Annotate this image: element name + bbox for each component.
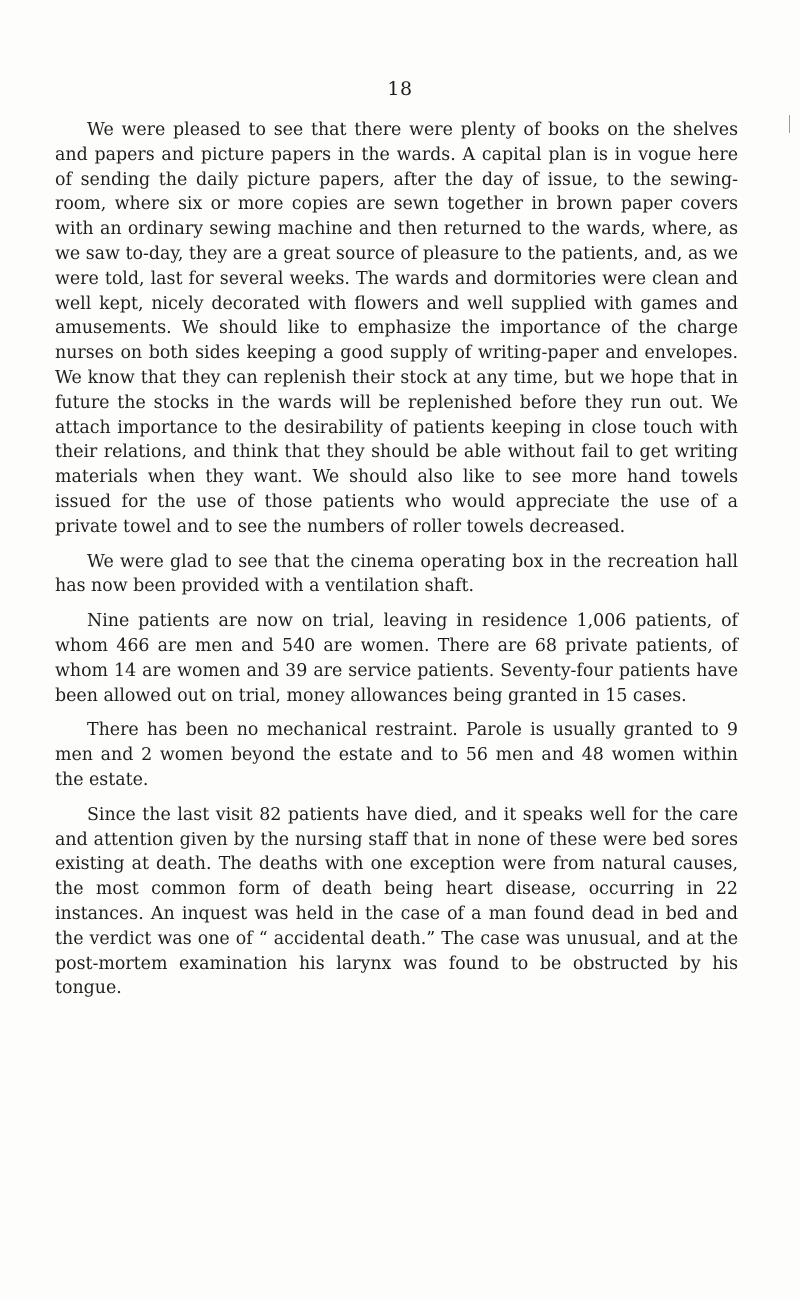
paragraph-cinema-ventilation: We were glad to see that the cinema operating box in the recreation hall has now been provided with a ventilation shaft. xyxy=(55,551,738,597)
paragraph-patient-numbers: Nine patients are now on trial, leaving in residence 1,006 patients, of whom 466 are men and 540 are women. There are 68 private patients, of whom 14 are women and 39 are service patients. Seventy-four patients have been allowed out on trial, money allowances being granted in 15 cases. xyxy=(55,611,738,706)
page-number: 18 xyxy=(387,78,413,100)
page-edge-mark xyxy=(789,115,790,133)
paragraph-restraint-parole: There has been no mechanical restraint. Parole is usually granted to 9 men and 2 women beyond the estate and to 56 men and 48 women within the estate. xyxy=(55,720,738,790)
body-text xyxy=(55,118,738,1011)
paragraph-deaths: Since the last visit 82 patients have died, and it speaks well for the care and attention given by the nursing staff that in none of these were bed sores existing at death. The deaths with one exception were from natural causes, the most common form of death being heart disease, occurring in 22 instances. An inquest was held in the case of a man found dead in bed and the verdict was one of “ accidental death.” The case was unusual, and at the post-mortem examination his larynx was found to be obstructed by his tongue. xyxy=(55,804,738,999)
paragraph-books-and-wards: We were pleased to see that there were plenty of books on the shelves and papers and picture papers in the wards. A capital plan is in vogue here of sending the daily picture papers, after the day of issue, to the sewing-room, where six or more copies are sewn together in brown paper covers with an ordinary sewing machine and then returned to the wards, where, as we saw to-day, they are a great source of pleasure to the patients, and, as we were told, last for several weeks. The wards and dormitories were clean and well kept, nicely decorated with flowers and well supplied with games and amusements. We should like to emphasize the importance of the charge nurses on both sides keeping a good supply of writing-paper and envelopes. We know that they can replenish their stock at any time, but we hope that in future the stocks in the wards will be replenished before they run out. We attach importance to the desirability of patients keeping in close touch with their relations, and think that they should be able without fail to get writing materials when they want. We should also like to see more hand towels issued for the use of those patients who would appreciate the use of a private towel and to see the numbers of roller towels decreased. xyxy=(55,120,738,537)
